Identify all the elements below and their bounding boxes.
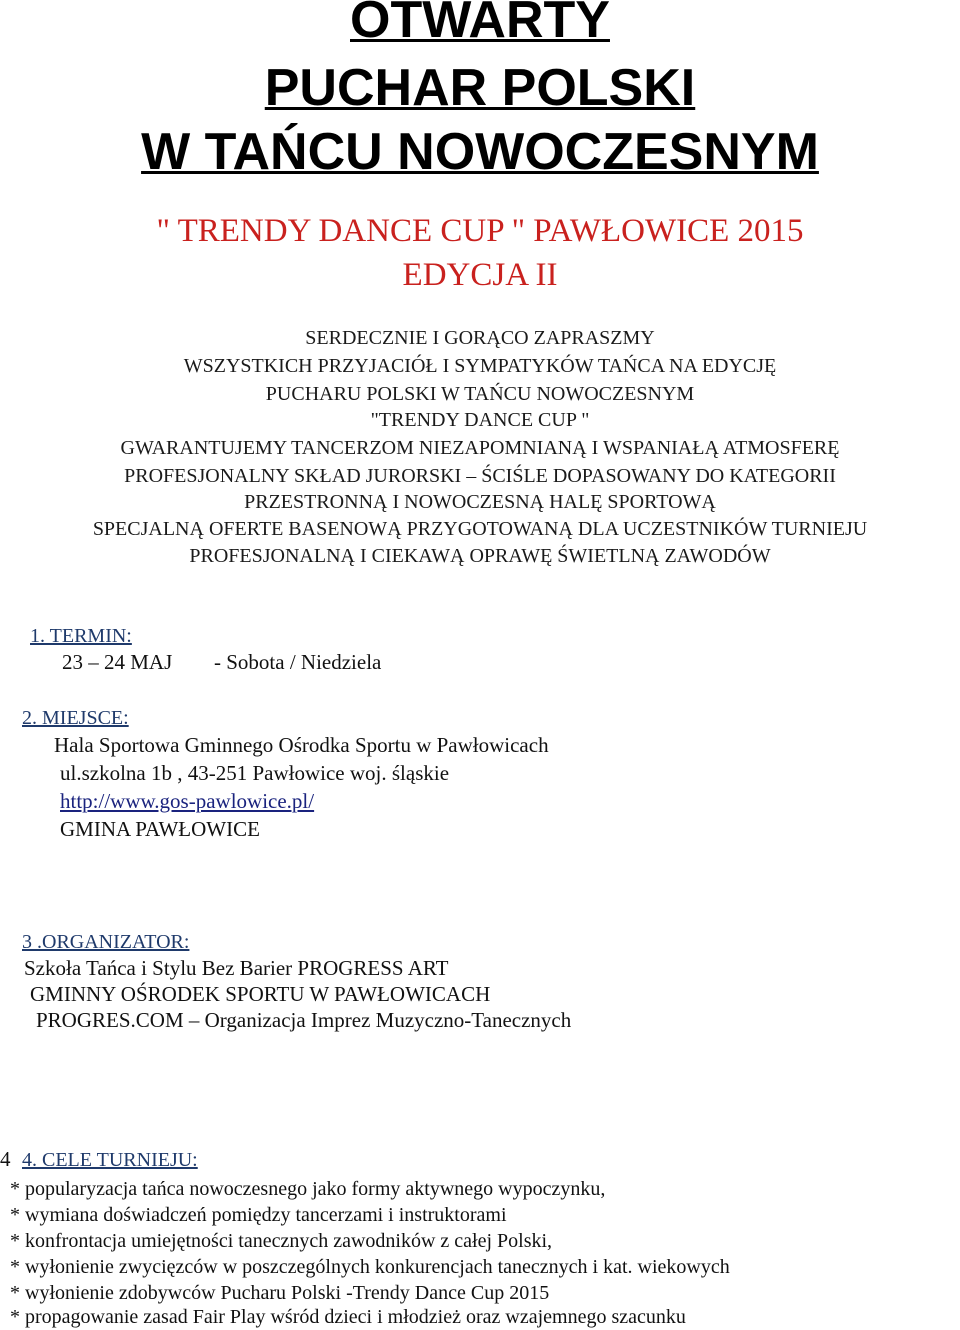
organizer-line: GMINNY OŚRODEK SPORTU W PAWŁOWICACH bbox=[30, 982, 491, 1006]
venue-name: Hala Sportowa Gminnego Ośrodka Sportu w Pawłowicach bbox=[54, 733, 549, 757]
venue-municipality: GMINA PAWŁOWICE bbox=[60, 817, 260, 841]
termin-date: 23 – 24 MAJ bbox=[62, 650, 173, 674]
section-heading-termin: 1. TERMIN: bbox=[30, 625, 132, 647]
event-subtitle: " TRENDY DANCE CUP " PAWŁOWICE 2015 bbox=[156, 213, 804, 249]
invitation-line: PRZESTRONNĄ I NOWOCZESNĄ HALĘ SPORTOWĄ bbox=[244, 491, 716, 513]
section-heading-cele: 4. CELE TURNIEJU: bbox=[22, 1149, 198, 1171]
title-line-2: PUCHAR POLSKI bbox=[264, 59, 696, 117]
invitation-line: PROFESJONALNY SKŁAD JURORSKI – ŚCIŚLE DOPASOWANY DO KATEGORII bbox=[124, 465, 836, 487]
section-number: 4 bbox=[0, 1147, 11, 1171]
invitation-line: GWARANTUJEMY TANCERZOM NIEZAPOMNIANĄ I WSPANIAŁĄ ATMOSFERĘ bbox=[120, 437, 840, 459]
invitation-line: SERDECZNIE I GORĄCO ZAPRASZMY bbox=[305, 327, 655, 349]
edition-label: EDYCJA II bbox=[402, 257, 558, 293]
goal-item: * wyłonienie zdobywców Pucharu Polski -Trendy Dance Cup 2015 bbox=[10, 1282, 550, 1304]
section-heading-organizator: 3 .ORGANIZATOR: bbox=[22, 931, 190, 953]
invitation-line: "TRENDY DANCE CUP " bbox=[370, 409, 590, 431]
goal-item: * propagowanie zasad Fair Play wśród dzieci i młodzież oraz wzajemnego szacunku bbox=[10, 1306, 686, 1328]
organizer-line: PROGRES.COM – Organizacja Imprez Muzyczno-Tanecznych bbox=[36, 1008, 572, 1032]
invitation-line: WSZYSTKICH PRZYJACIÓŁ I SYMPATYKÓW TAŃCA NA EDYCJĘ bbox=[183, 355, 777, 377]
title-line-3: W TAŃCU NOWOCZESNYM bbox=[141, 123, 819, 181]
invitation-line: PUCHARU POLSKI W TAŃCU NOWOCZESNYM bbox=[265, 383, 695, 405]
title-line-1: OTWARTY bbox=[350, 0, 610, 49]
invitation-line: PROFESJONALNĄ I CIEKAWĄ OPRAWĘ ŚWIETLNĄ ZAWODÓW bbox=[189, 545, 771, 567]
invitation-line: SPECJALNĄ OFERTE BASENOWĄ PRZYGOTOWANĄ DLA UCZESTNIKÓW TURNIEJU bbox=[92, 518, 868, 540]
goal-item: * wyłonienie zwycięzców w poszczególnych konkurencjach tanecznych i kat. wiekowych bbox=[10, 1256, 730, 1278]
organizer-line: Szkoła Tańca i Stylu Bez Barier PROGRESS ART bbox=[24, 956, 449, 980]
venue-website-link[interactable]: http://www.gos-pawlowice.pl/ bbox=[60, 789, 315, 813]
goal-item: * konfrontacja umiejętności tanecznych zawodników z całej Polski, bbox=[10, 1230, 553, 1252]
section-heading-miejsce: 2. MIEJSCE: bbox=[22, 707, 129, 729]
goal-item: * popularyzacja tańca nowoczesnego jako formy aktywnego wypoczynku, bbox=[10, 1178, 606, 1200]
termin-days: - Sobota / Niedziela bbox=[214, 650, 382, 674]
goal-item: * wymiana doświadczeń pomiędzy tancerzami i instruktorami bbox=[10, 1204, 507, 1226]
venue-address: ul.szkolna 1b , 43-251 Pawłowice woj. śląskie bbox=[60, 761, 450, 785]
